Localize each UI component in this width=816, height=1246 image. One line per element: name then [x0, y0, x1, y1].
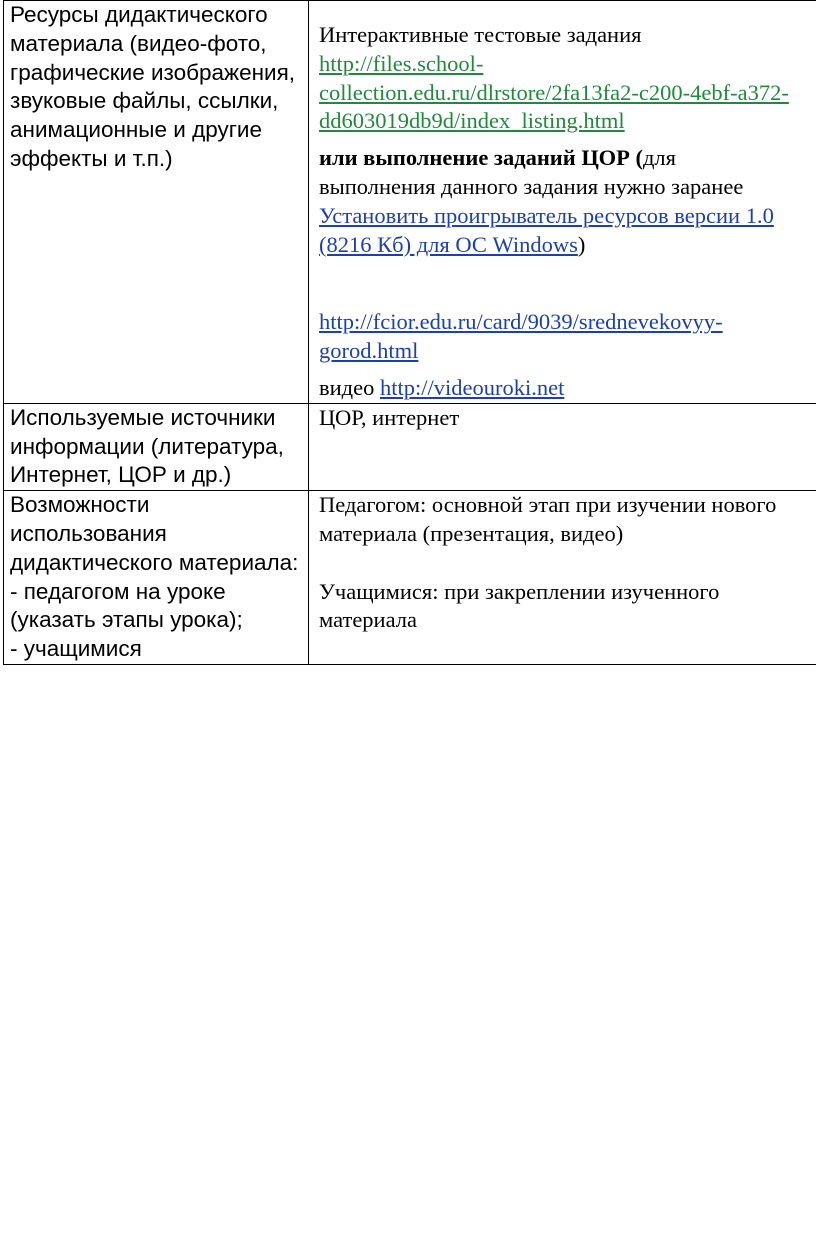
- label-line: дидактического материала:: [10, 549, 299, 575]
- install-close-paren: ): [577, 231, 586, 257]
- label-line: графические изображения,: [10, 59, 296, 85]
- install-player-link-part2[interactable]: (8216 Кб) для ОС Windows: [319, 231, 578, 257]
- cell-resources-content: [309, 1, 816, 404]
- label-line: Используемые источники: [10, 404, 276, 430]
- interactive-tests-title: Интерактивные тестовые задания: [319, 22, 642, 47]
- label-line: Ресурсы дидактического: [10, 2, 268, 27]
- label-line: Интернет, ЦОР и др.): [10, 462, 232, 488]
- cell-usage-label: [4, 491, 309, 665]
- label-line: - учащимися: [10, 636, 142, 662]
- usage-line: материала (презентация, видео): [319, 520, 624, 546]
- sources-text: ЦОР, интернет: [319, 404, 460, 430]
- install-player-link-part1[interactable]: Установить проигрыватель ресурсов версии 1.0: [319, 202, 774, 228]
- label-line: эффекты и т.п.): [10, 145, 173, 171]
- usage-line: [319, 549, 816, 578]
- install-player-line-2: [319, 231, 816, 260]
- cell-resources-label: [4, 1, 309, 404]
- cell-sources-content: [309, 403, 816, 490]
- video-line: [319, 374, 816, 403]
- fcior-link-part1[interactable]: http://fcior.edu.ru/card/9039/srednevekovyy-: [319, 309, 723, 335]
- cell-sources-label: [4, 403, 309, 490]
- label-line: звуковые файлы, ссылки,: [10, 88, 279, 114]
- table-row-usage: [4, 491, 816, 665]
- school-collection-link-part1[interactable]: http://files.school-: [319, 50, 484, 76]
- label-line: Возможности: [10, 492, 150, 518]
- videouroki-link[interactable]: http://videouroki.net: [379, 374, 565, 400]
- cor-tasks-line: [319, 144, 816, 173]
- lesson-resources-table: [3, 0, 816, 665]
- school-collection-link-part2[interactable]: collection.edu.ru/dlrstore/2fa13fa2-c200-4ebf-a372-: [319, 79, 789, 105]
- label-line: (указать этапы урока);: [10, 607, 243, 633]
- usage-line: материала: [319, 607, 417, 633]
- table-row-sources: [4, 403, 816, 490]
- label-line: материала (видео-фото,: [10, 30, 267, 56]
- label-line: анимационные и другие: [10, 117, 262, 143]
- usage-line: Педагогом: основной этап при изучении нового: [319, 492, 777, 518]
- usage-line: Учащимися: при закреплении изученного: [319, 578, 720, 604]
- video-label: видео: [319, 374, 380, 400]
- label-line: - педагогом на уроке: [10, 578, 226, 604]
- label-line: информации (литература,: [10, 433, 284, 459]
- cor-tasks-bold: или выполнение заданий ЦОР (: [319, 145, 643, 171]
- cor-tasks-after: для: [642, 145, 676, 171]
- fcior-link-part2[interactable]: gorod.html: [319, 338, 419, 364]
- school-collection-link-part3[interactable]: dd603019db9d/index_listing.html: [319, 108, 625, 134]
- table-row-resources: [4, 1, 816, 404]
- cell-usage-content: [309, 491, 816, 665]
- cor-tasks-line-2: выполнения данного задания нужно заранее: [319, 173, 744, 199]
- label-line: использования: [10, 520, 167, 546]
